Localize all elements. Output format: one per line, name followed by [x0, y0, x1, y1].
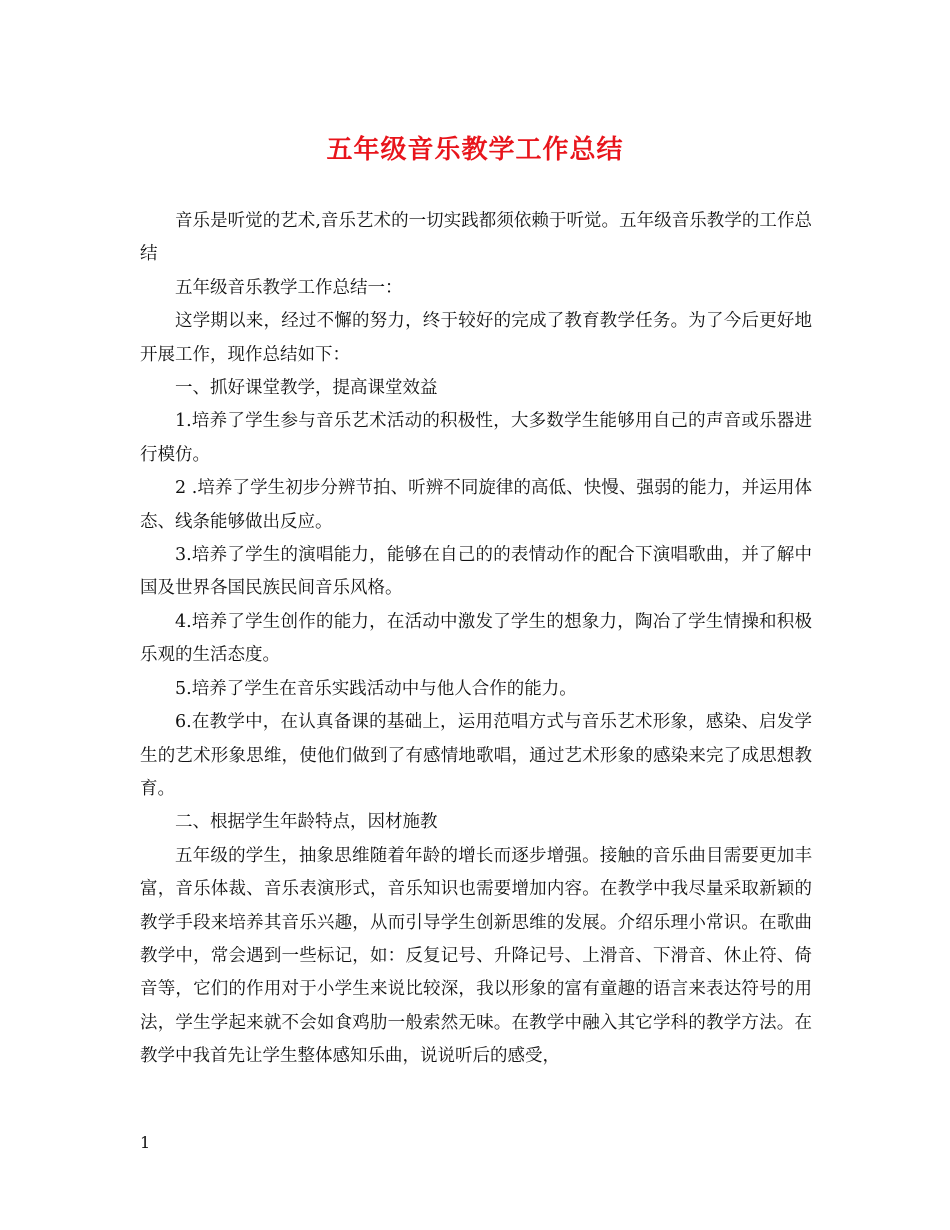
- list-item-6: 6.在教学中，在认真备课的基础上，运用范唱方式与音乐艺术形象，感染、启发学生的艺术形象思维，使他们做到了有感情地歌唱，通过艺术形象的感染来完了成思想教育。: [140, 712, 812, 799]
- page-number: 1: [140, 1133, 151, 1152]
- list-item-4: 4.培养了学生创作的能力，在活动中激发了学生的想象力，陶冶了学生情操和积极乐观的生活态度。: [140, 611, 812, 666]
- section-heading-1: 一、抓好课堂教学，提高课堂效益: [175, 378, 438, 399]
- document-title: 五年级音乐教学工作总结: [326, 135, 624, 165]
- paragraph-section-2: 五年级的学生，抽象思维随着年龄的增长而逐步增强。接触的音乐曲目需要更加丰富，音乐体裁、音乐表演形式，音乐知识也需要增加内容。在教学中我尽量采取新颖的教学手段来培养其音乐兴趣，从而引导学生创新思维的发展。介绍乐理小常识。在歌曲教学中，常会遇到一些标记，如：反复记号、升降记号、上滑音、下滑音、休止符、倚音等，它们的作用对于小学生来说比较深，我以形象的富有童趣的语言来表达符号的用法，学生学起来就不会如食鸡肋一般索然无味。在教学中融入其它学科的教学方法。在教学中我首先让学生整体感知乐曲，说说听后的感受，: [140, 845, 812, 1067]
- list-item-2: 2 .培养了学生初步分辨节拍、听辨不同旋律的高低、快慢、强弱的能力，并运用体态、线条能够做出反应。: [140, 478, 812, 532]
- paragraph-intro: 音乐是听觉的艺术,音乐艺术的一切实践都须依赖于听觉。五年级音乐教学的工作总结: [140, 211, 812, 265]
- list-item-5: 5.培养了学生在音乐实践活动中与他人合作的能力。: [175, 678, 577, 699]
- list-item-3: 3.培养了学生的演唱能力，能够在自己的的表情动作的配合下演唱歌曲，并了解中国及世界各国民族民间音乐风格。: [140, 545, 812, 599]
- section-heading-2: 二、根据学生年龄特点，因材施教: [175, 812, 438, 833]
- paragraph-overview: 这学期以来，经过不懈的努力，终于较好的完成了教育教学任务。为了今后更好地开展工作，现作总结如下：: [140, 311, 812, 365]
- document-body: [140, 205, 812, 1074]
- paragraph-summary-heading: 五年级音乐教学工作总结一：: [175, 277, 403, 298]
- list-item-1: 1.培养了学生参与音乐艺术活动的积极性，大多数学生能够用自己的声音或乐器进行模仿。: [140, 411, 812, 465]
